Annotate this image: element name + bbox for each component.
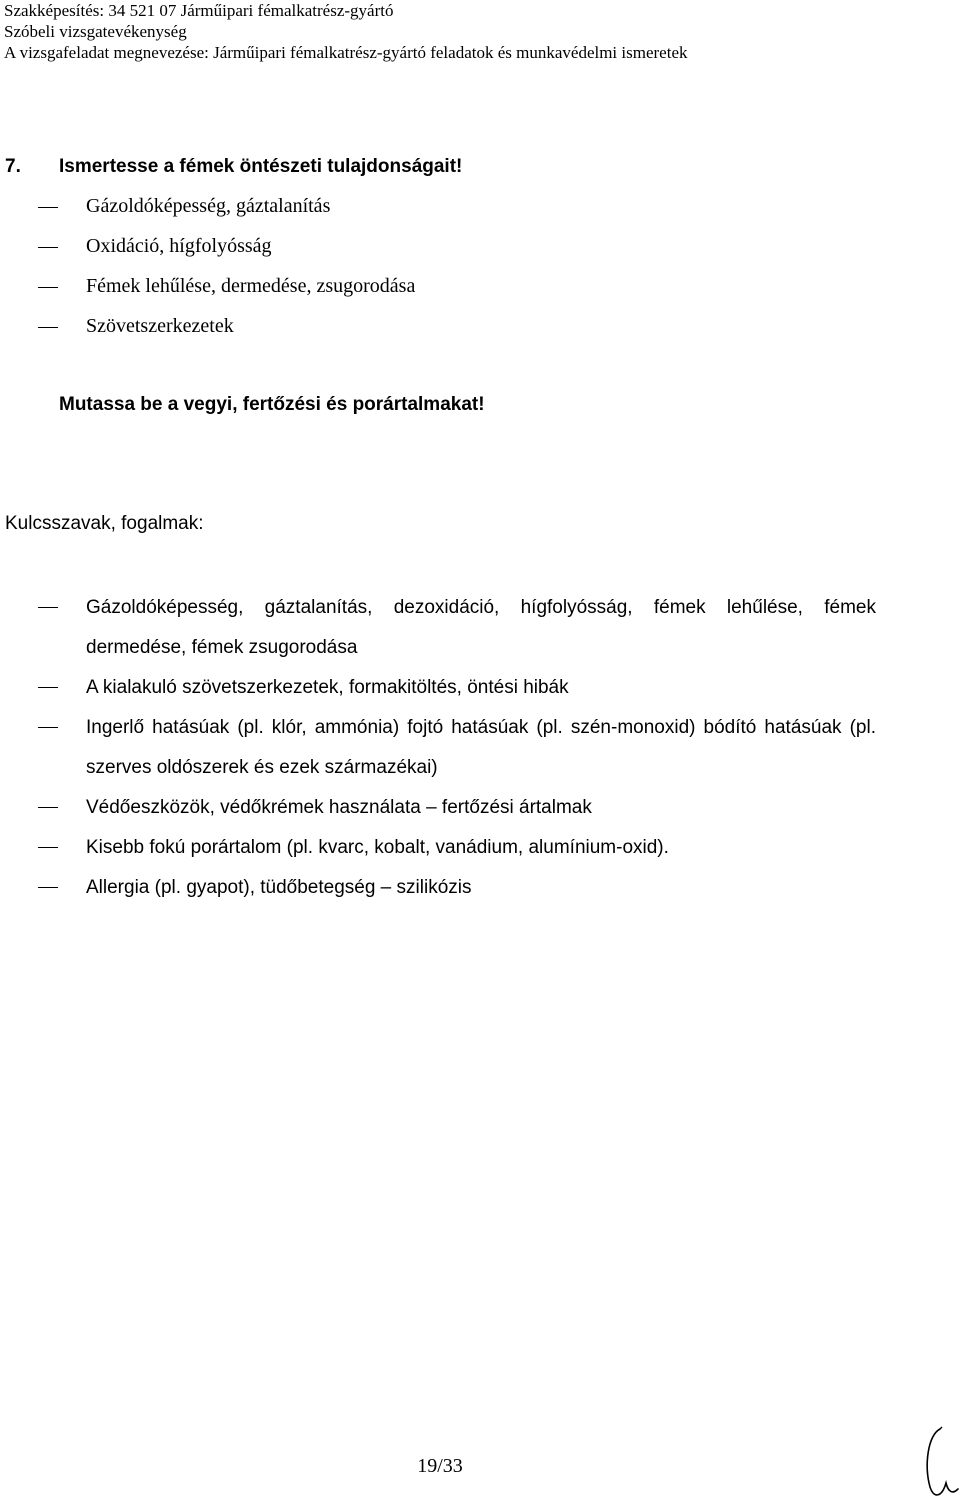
- header-task-name: A vizsgafeladat megnevezése: Járműipari fémalkatrész-gyártó feladatok és munkavédelmi ismeretek: [4, 43, 688, 62]
- dash-bullet-icon: [38, 327, 58, 328]
- dash-bullet-icon: [38, 607, 58, 608]
- page-number: 19/33: [417, 1455, 463, 1477]
- header-qualification: Szakképesítés: 34 521 07 Járműipari fémalkatrész-gyártó: [4, 1, 394, 20]
- dash-bullet-icon: [38, 847, 58, 848]
- list-item: Allergia (pl. gyapot), tüdőbetegség – szilikózis: [0, 868, 960, 908]
- question-text: Ismertesse a fémek öntészeti tulajdonságait!: [59, 156, 463, 177]
- question-number: 7.: [5, 156, 21, 177]
- dash-bullet-icon: [38, 727, 58, 728]
- question-title: [5, 156, 462, 178]
- document-page: Szakképesítés: 34 521 07 Járműipari fémalkatrész-gyártó Szóbeli vizsgatevékenység A vizsgafeladat megnevezése: Járműipari fémalkatrész-gyártó feladatok és munkavédelmi ismeretek 7. Ismertesse a fémek öntészeti tulajdonságait! Gázoldóképesség, gáztalanítás Oxidáció, hígfolyósság Fémek lehűlése, dermedése, zsugorodása Szövetszerkezetek Mutassa be a vegyi, fertőzési és porártalmakat! Kulcsszavak, fogalmak: Gázoldóképesség, gáztalanítás, dezoxidáció, hígfolyósság, fémek lehűlése, fémek dermedése, fémek zsugorodása A kialakuló szövetszerkezetek, formakitöltés, öntési hibák Ingerlő hatásúak (pl. klór, ammónia) fojtó hatásúak (pl. szén-monoxid) bódító hatásúak (pl. szerves oldószerek és ezek származékai) Védőeszközök, védőkrémek használata – fertőzési ártalmak Kisebb fokú porártalom (pl. kvarc, kobalt, vanádium, alumínium-oxid). Allergia (pl. gyapot), tüdőbetegség – szilikózis 19/33: [0, 0, 960, 1503]
- question-subtitle: Mutassa be a vegyi, fertőzési és porártalmakat!: [59, 394, 485, 415]
- dash-bullet-icon: [38, 807, 58, 808]
- keywords-list: [0, 588, 960, 908]
- header-exam-type: Szóbeli vizsgatevékenység: [4, 22, 187, 41]
- dash-bullet-icon: [38, 247, 58, 248]
- dash-bullet-icon: [38, 207, 58, 208]
- page-header: [4, 0, 688, 63]
- list-item: Védőeszközök, védőkrémek használata – fertőzési ártalmak: [0, 788, 960, 828]
- keywords-label: Kulcsszavak, fogalmak:: [5, 513, 204, 534]
- dash-bullet-icon: [38, 887, 58, 888]
- list-item: Gázoldóképesség, gáztalanítás, dezoxidáció, hígfolyósság, fémek lehűlése, fémek dermedése, fémek zsugorodása: [0, 588, 960, 668]
- list-item: A kialakuló szövetszerkezetek, formakitöltés, öntési hibák: [0, 668, 960, 708]
- signature-mark: [918, 1425, 960, 1503]
- list-item: Ingerlő hatásúak (pl. klór, ammónia) fojtó hatásúak (pl. szén-monoxid) bódító hatásúak (pl. szerves oldószerek és ezek származékai): [0, 708, 960, 788]
- dash-bullet-icon: [38, 287, 58, 288]
- dash-bullet-icon: [38, 687, 58, 688]
- list-item: Kisebb fokú porártalom (pl. kvarc, kobalt, vanádium, alumínium-oxid).: [0, 828, 960, 868]
